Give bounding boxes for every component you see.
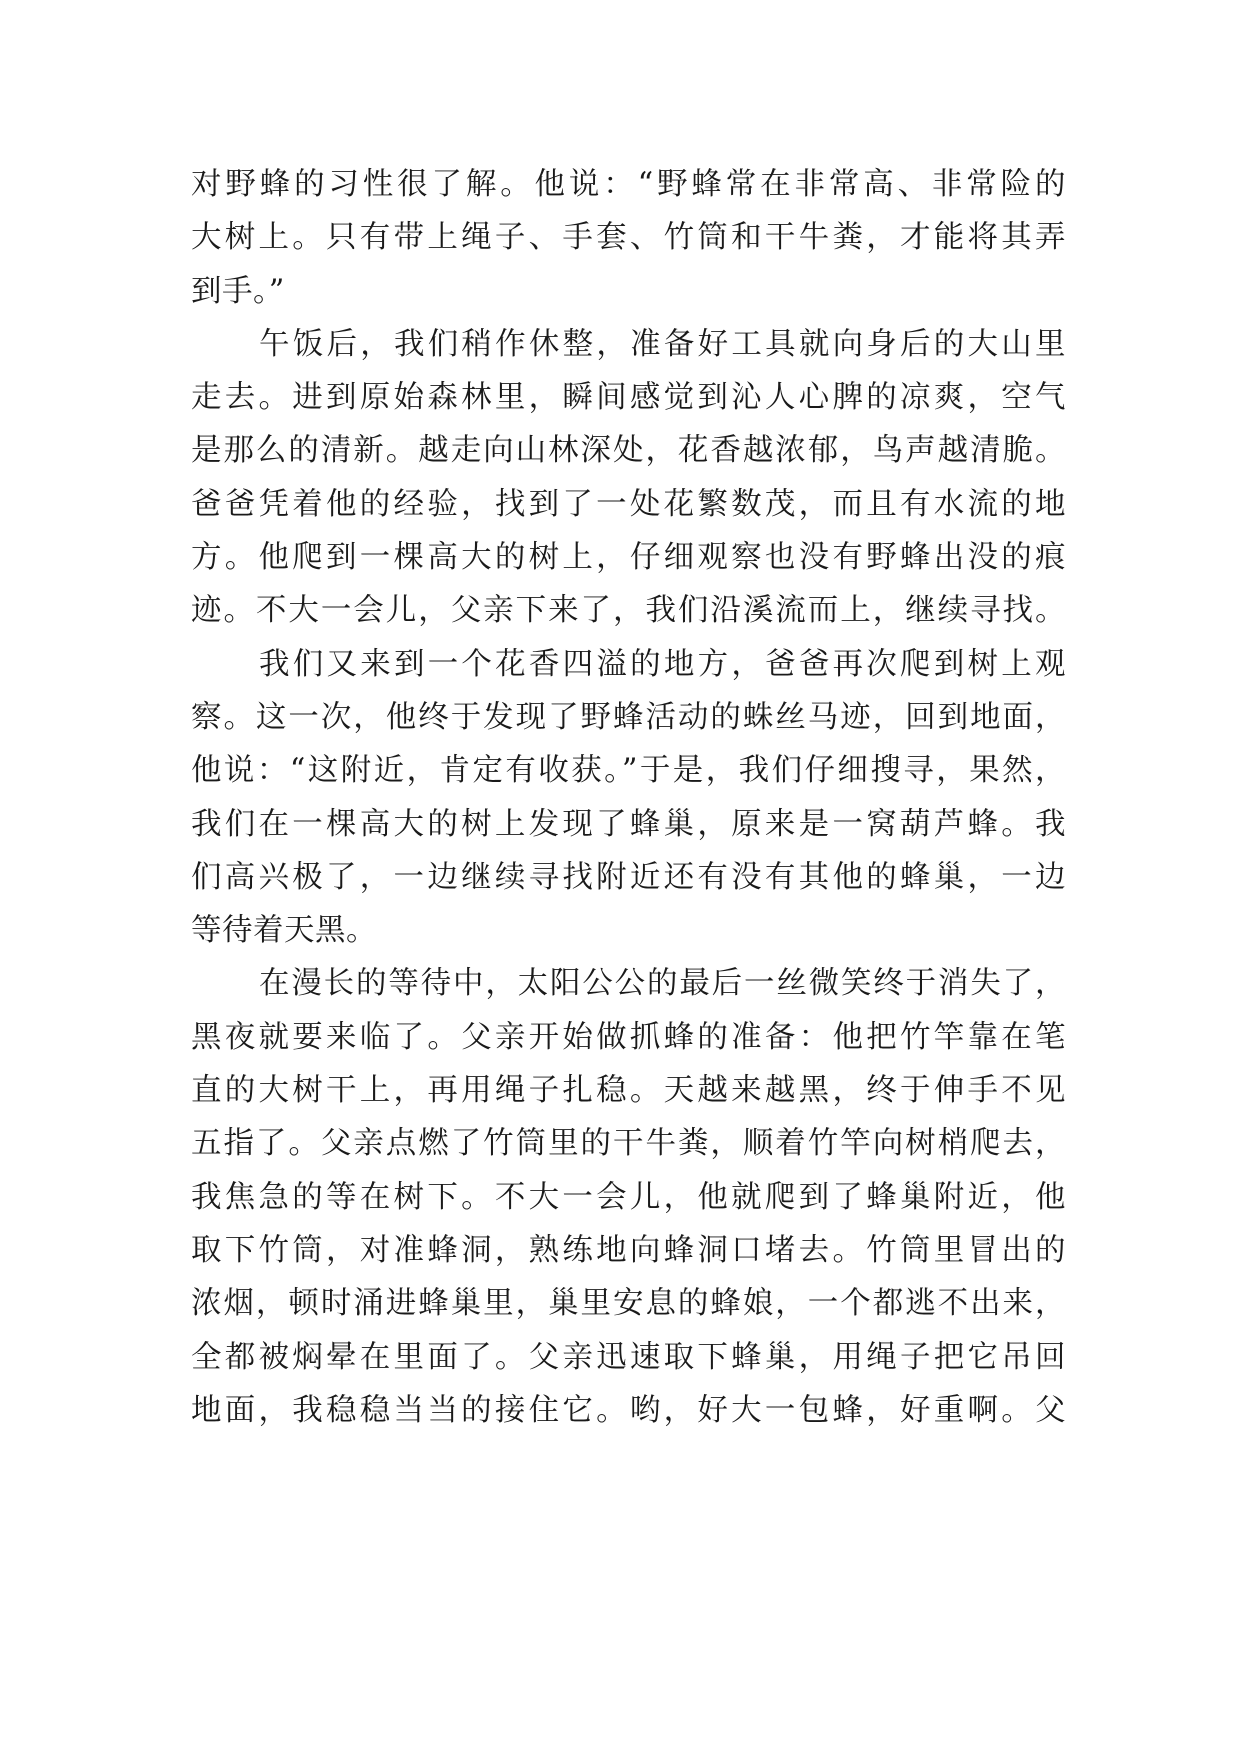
text-line: 我焦急的等在树下。不大一会儿，他就爬到了蜂巢附近，他 [191,1179,1066,1215]
text-line: 等待着天黑。 [191,913,377,949]
text-line: 方。他爬到一棵高大的树上，仔细观察也没有野蜂出没的痕 [191,540,1066,576]
text-line: 全都被焖晕在里面了。父亲迅速取下蜂巢，用绳子把它吊回 [191,1339,1066,1375]
text-line: 地面，我稳稳当当的接住它。哟，好大一包蜂，好重啊。父 [191,1392,1066,1428]
paragraph-first-line: 在漫长的等待中，太阳公公的最后一丝微笑终于消失了， [259,966,1066,1002]
text-line: 们高兴极了，一边继续寻找附近还有没有其他的蜂巢，一边 [191,859,1066,895]
paragraph-first-line: 我们又来到一个花香四溢的地方，爸爸再次爬到树上观 [259,646,1066,682]
text-line: 浓烟，顿时涌进蜂巢里，巢里安息的蜂娘，一个都逃不出来， [191,1286,1066,1322]
text-line: 取下竹筒，对准蜂洞，熟练地向蜂洞口堵去。竹筒里冒出的 [191,1232,1066,1268]
text-line: 到手。” [191,273,285,309]
text-line: 走去。进到原始森林里，瞬间感觉到沁人心脾的凉爽，空气 [191,380,1066,416]
text-line: 黑夜就要来临了。父亲开始做抓蜂的准备：他把竹竿靠在笔 [191,1019,1066,1055]
text-line: 我们在一棵高大的树上发现了蜂巢，原来是一窝葫芦蜂。我 [191,806,1066,842]
text-line: 大树上。只有带上绳子、手套、竹筒和干牛粪，才能将其弄 [191,220,1066,256]
text-line: 是那么的清新。越走向山林深处，花香越浓郁，鸟声越清脆。 [191,433,1066,469]
paragraph-first-line: 午饭后，我们稍作休整，准备好工具就向身后的大山里 [259,326,1066,362]
text-line: 迹。不大一会儿，父亲下来了，我们沿溪流而上，继续寻找。 [191,593,1066,629]
text-line: 五指了。父亲点燃了竹筒里的干牛粪，顺着竹竿向树梢爬去， [191,1126,1066,1162]
body-text [191,158,1066,1437]
text-line: 察。这一次，他终于发现了野蜂活动的蛛丝马迹，回到地面， [191,699,1066,735]
text-line: 他说：“这附近，肯定有收获。”于是，我们仔细搜寻，果然， [191,753,1066,789]
text-line: 直的大树干上，再用绳子扎稳。天越来越黑，终于伸手不见 [191,1073,1066,1109]
text-line: 对野蜂的习性很了解。他说：“野蜂常在非常高、非常险的 [191,167,1066,202]
text-line: 爸爸凭着他的经验，找到了一处花繁数茂，而且有水流的地 [191,486,1066,522]
